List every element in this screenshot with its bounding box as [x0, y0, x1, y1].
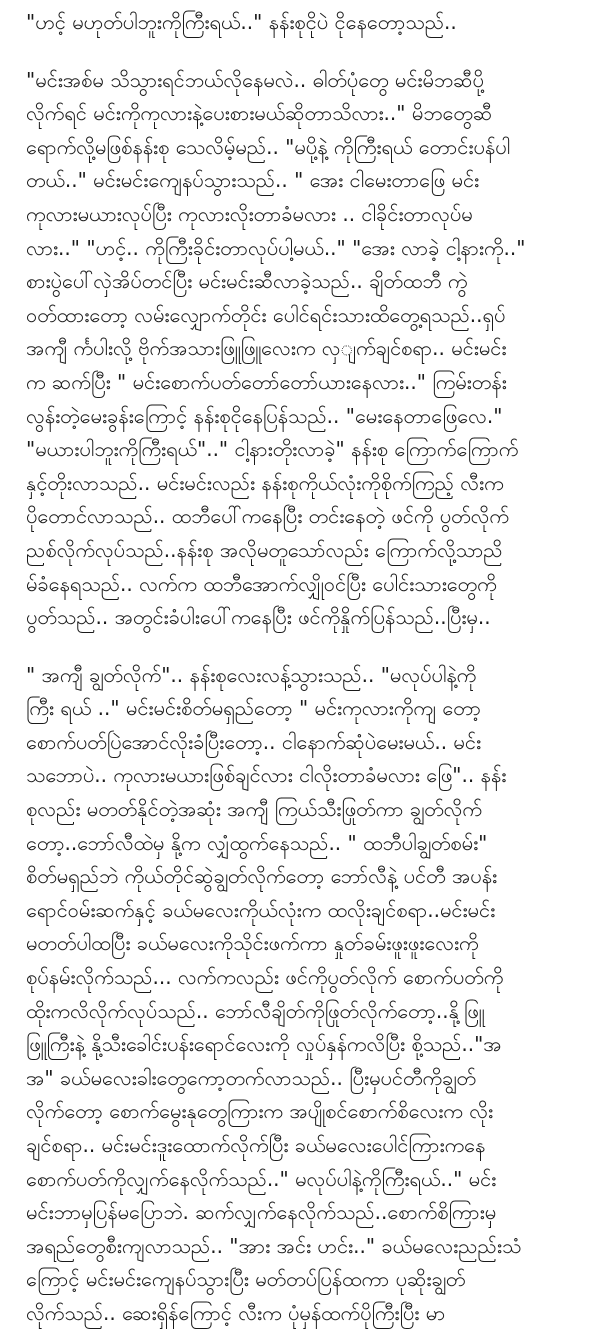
text-line: အရည်တွေစီးကျလာသည်.. "အား အင်း ဟင်း.." ခယ်မလေးညည်းသံ [26, 1233, 522, 1258]
paragraph-1 [26, 6, 596, 40]
text-line: လိုက်သည်.. ဆေးရှိန်ကြောင့် လီးက ပုံမှန်ထက်ပိုကြီးပြီး မာ [26, 1300, 446, 1325]
text-line: လိုက်တော့ စောက်မွေးနုတွေကြားက အပျိုစင်စောက်စိလေးက လိုး [26, 1099, 494, 1124]
text-line: ရောက်လို့မဖြစ်နန်းစု သေလိမ့်မည်.. "မပို့နဲ့ ကိုကြီးရယ် တောင်းပန်ပါ [26, 134, 511, 159]
text-line: စောက်ပတ်ကိုလျှက်နေလိုက်သည်.." မလုပ်ပါနဲ့ကိုကြီးရယ်.." မင်း [26, 1166, 497, 1191]
text-line: ကြီး ရယ် .." မင်းမင်းစိတ်မရှည်တော့ " မင်းကုလားကိုကျ တော့ [26, 696, 481, 721]
text-line: "မင်းအစ်မ သိသွားရင်ဘယ်လိုနေမလဲ.. ဓါတ်ပုံတွေ မင်းမိဘဆီပို့ [26, 67, 484, 92]
text-line: ဝတ်ထားတော့ လမ်းလျှောက်တိုင်း ပေါင်ရင်းသားထိတွေ့ရသည်..ရှပ် [26, 302, 506, 327]
text-line: အ" ခယ်မလေးခါးတွေကော့တက်လာသည်.. ပြီးမှပင်တီကိုချွတ် [26, 1065, 476, 1090]
text-line: မင်းဘာမှပြန်မပြောဘဲ. ဆက်လျှက်နေလိုက်သည်..စောက်စိကြားမှ [26, 1200, 497, 1225]
text-line: မတတ်ပါထပြီး ခယ်မလေးကိုသိုင်းဖက်ကာ နှုတ်ခမ်းဖူးဖူးလေးကို [26, 931, 479, 956]
text-line: စိတ်မရှည်ဘဲ ကိုယ်တိုင်ဆွဲချွတ်လိုက်တော့ ဘော်လီနဲ့ ပင်တီ အပန်း [26, 864, 498, 889]
text-line: ရောင်ဝမ်းဆက်နှင့် ခယ်မလေးကိုယ်လုံးက ထလိုးချင်စရာ..မင်းမင်း [26, 897, 496, 922]
text-line: ပိုတောင်လာသည်.. ထဘီပေါ်ကနေပြီး တင်းနေတဲ့ ဖင်ကို ပွတ်လိုက် [26, 504, 509, 529]
text-line: ကြောင့် မင်းမင်းကျေနပ်သွားပြီး မတ်တပ်ပြန်ထကာ ပုဆိုးချွတ် [26, 1267, 466, 1292]
text-line: သဘောပဲ.. ကုလားမယားဖြစ်ချင်လား ငါလိုးတာခံမလား ဖြေ".. နန်း [26, 763, 507, 788]
text-line: စောက်ပတ်ပြဲအောင်လိုးခံပြီးတော့.. ငါနောက်ဆုံပဲမေးမယ်.. မင်း [26, 729, 482, 754]
text-line: နှင့်တိုးလာသည်.. မင်းမင်းလည်း နန်းစုကိုယ်လုံးကိုစိုက်ကြည့် လီးက [26, 470, 504, 495]
text-line: အကျီ င်္ကပါးလို့ ဗိုက်အသားဖြူဖြူလေးက လှျက်ချင်စရာ.. မင်းမင်း [26, 336, 507, 361]
text-line: ပွတ်သည်.. အတွင်းခံပါးပေါ်ကနေပြီး ဖင်ကိုနှိုက်ပြန်သည်..ပြီးမှ.. [26, 605, 491, 630]
paragraph-3 [26, 659, 596, 1331]
text-line: စားပွဲပေါ်လှဲအိပ်တင်ပြီး မင်းမင်းဆီလာခဲ့သည်.. ချိတ်ထဘီ ကွဲ [26, 269, 468, 294]
paragraph-gap [26, 40, 596, 64]
text-line: လား.." "ဟင့်.. ကိုကြီးခိုင်းတာလုပ်ပါ့မယ်.." "အေး လာခဲ့ ငါ့နားကို.." [26, 235, 526, 260]
text-line: က ဆက်ပြီး " မင်းစောက်ပတ်တော်တော်ယားနေလား.." ကြမ်းတန်း [26, 369, 507, 394]
paragraph-gap [26, 635, 596, 659]
text-line: တယ်.." မင်းမင်းကျေနပ်သွားသည်.. " အေး ငါမေးတာဖြေ မင်း [26, 168, 480, 193]
text-line: " အကျီ ချွတ်လိုက်".. နန်းစုလေးလန့်သွားသည်.. "မလုပ်ပါနဲ့ကို [26, 662, 477, 687]
text-line: မ်ခံနေရသည်.. လက်က ထဘီအောက်လျှိုဝင်ပြီး ပေါင်းသားတွေကို [26, 571, 497, 596]
text-line: စုပ်နမ်းလိုက်သည်... လက်ကလည်း ဖင်ကိုပွတ်လိုက် စောက်ပတ်ကို [26, 965, 504, 990]
text-line: ဖြူကြီးနဲ့ နို့သီးခေါင်းပန်းရောင်လေးကို လှုပ်နှန်ကလိပြီး စို့သည်.."အ [26, 1032, 502, 1057]
text-line: ချင်စရာ.. မင်းမင်းဒူးထောက်လိုက်ပြီး ခယ်မလေးပေါင်ကြားကနေ [26, 1133, 486, 1157]
paragraph-2 [26, 64, 596, 635]
text-line: လိုက်ရင် မင်းကိုကုလားနဲ့ပေးစားမယ်ဆိုတာသိလား.." မိဘတွေဆီ [26, 101, 493, 126]
text-line: တော့..ဘော်လီထဲမှ နို့က လျှံထွက်နေသည်.. " ထဘီပါချွတ်စမ်း" [26, 830, 488, 855]
text-line: ထိုးကလိလိုက်လုပ်သည်.. ဘော်လီချိတ်ကိုဖြုတ်လိုက်တော့..နို့ဖြူ [26, 998, 485, 1023]
text-line: "ဟင့် မဟုတ်ပါဘူးကိုကြီးရယ်.." နန်းစုငိုပဲ ငိုနေတော့သည်.. [26, 10, 457, 34]
text-line: ကုလားမယားလုပ်ပြီး ကုလားလိုးတာခံမလား .. ငါခိုင်းတာလုပ်မ [26, 201, 473, 226]
text-line: ညစ်လိုက်လုပ်သည်..နန်းစု အလိုမတူသော်လည်း ကြောက်လို့သာညိ [26, 537, 503, 562]
text-line: "မယားပါဘူးကိုကြီးရယ်".." ငါ့နားတိုးလာခဲ့" နန်းစု ကြောက်ကြောက် [26, 437, 519, 462]
text-line: စုလည်း မတတ်နိုင်တဲ့အဆုံး အကျီ ကြယ်သီးဖြုတ်ကာ ချွတ်လိုက် [26, 797, 482, 822]
text-line: လွန်းတဲ့မေးခွန်းကြောင့် နန်းစုငိုနေပြန်သည်.. "မေးနေတာဖြေလေ." [26, 403, 503, 428]
